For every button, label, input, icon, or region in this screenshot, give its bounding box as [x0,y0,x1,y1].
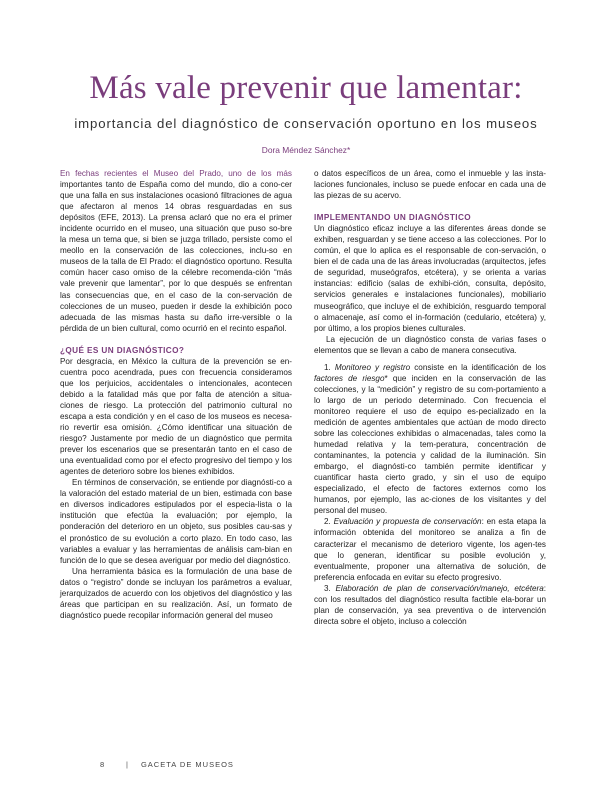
list-item-title: Elaboración de plan de conservación/manejo, etcétera [335,583,544,593]
intro-lead: En fechas recientes el Museo del Prado, uno de los más [60,169,292,178]
author-byline: Dora Méndez Sánchez* [261,145,351,155]
section-heading-what-is: ¿QUÉ ES UN DIAGNÓSTICO? [60,345,185,355]
list-item-title: Evaluación y propuesta de conservación [333,517,482,527]
footer-separator: | [126,760,129,769]
right-column [314,168,546,627]
publication-name: GACETA DE MUSEOS [140,760,234,769]
article-subtitle: importancia del diagnóstico de conservación oportuno en los museos [74,116,538,131]
list-item: 2. Evaluación y propuesta de conservación: en esta etapa la información obtenida del monitoreo se analiza a fin de caracterizar el mecanismo de deterioro vigente, los agen-tes que lo generan, identificar su posible evolución y, eventualmente, proponer una alternativa de solución, de preferencia enfocada en evitar su efecto progresivo. [314,517,547,582]
phase-list [314,362,546,627]
page-footer [100,760,234,769]
section1-paragraph-3: Una herramienta básica es la formulación de una base de datos o “registro” donde se incluyan los parámetros a evaluar, jerarquizados de acuerdo con los objetivos del diagnóstico y las áreas que participan en su realización. Así, un formato de diagnóstico puede recopilar información general del museo [60,566,292,620]
carryover-paragraph: o datos específicos de un área, como el inmueble y las insta-laciones funcionales, incluso se puede enfocar en cada una de las piezas de su acervo. [314,169,546,201]
section-heading-implementing: IMPLEMENTANDO UN DIAGNÓSTICO [314,213,472,223]
left-column [60,168,292,621]
section1-paragraph-1: Por desgracia, en México la cultura de la prevención se en-cuentra poco acendrada, pues con frecuencia consideramos que los perjuicios, accidentales o intencionales, acontecen debido a la fatalidad más que por falta de atención a situa-ciones de riesgo. La protección del patrimonio cultural no escapa a esta condición y en el caso de los museos es necesa-rio revertir esa omisión. ¿Cómo identificar una situación de riesgo? Justamente por medio de un diagnóstico que permita prever los escenarios que se presentarán tanto en el caso de una eventualidad como por el efecto progresivo del tiempo y los agentes de deterioro sobre los bienes exhibidos. [60,356,292,477]
list-item-title: Monitoreo y registro [334,362,411,372]
list-item: 3. Elaboración de plan de conservación/manejo, etcétera: con los resultados del diagnóstico resulta factible ela-borar un plan de conservación, ya sea preventiva o de intervención directa sobre el objeto, incluso a colección [314,583,546,626]
page-number: 8 [100,760,106,769]
section2-paragraph-1: Un diagnóstico eficaz incluye a las diferentes áreas donde se exhiben, resguardan y se tiene acceso a las colecciones. Por lo común, el que lo aplica es el responsable de con-servación, o bien el de cada una de las áreas involucradas (arquitectos, jefes de seguridad, museógrafos, etcétera), y se orienta a varias instancias: edificio (salas de exhibi-ción, consulta, depósito, servicios generales e instalaciones funcionales), mobiliario museográfico, que incluye el de exhibición, resguardo temporal o almacenaje, así como el in-formación (cedulario, etcétera) y, por último, a los propios bienes culturales. [314,224,546,333]
list-item: 1. Monitoreo y registro consiste en la identificación de los factores de riesgo* que inciden en la conservación de las colecciones, y la “medición” y registro de su com-portamiento a lo largo de un periodo determinado. Con frecuencia el monitoreo requiere el uso de equipo es-pecializado en la medición de agentes ambientales que actúan de modo directo sobre las colecciones exhibidas o almacenadas, tales como la humedad relativa y la tem-peratura, concentración de contaminantes, la potencia y calidad de la iluminación. Sin embargo, el diagnósti-co también permite identificar y cuantificar hasta cierto grado, y sin el uso de equipo especializado, el efecto de factores externos como los humanos, por ejemplo, las ac-ciones de los visitantes y del personal del museo. [314,362,546,516]
section2-paragraph-2: La ejecución de un diagnóstico consta de varias fases o elementos que se llevan a cabo de manera consecutiva. [314,334,546,355]
intro-paragraph [60,168,292,334]
article-title: Más vale prevenir que lamentar: [89,70,523,106]
intro-text: importantes tanto de España como del mundo, dio a cono-cer que una falla en sus instalaciones ocasionó filtraciones de agua que afectaron al menos 14 obras resguardadas en sus depósitos (EFE, 2013). La prensa aclaró que no era el primer incidente ocurrido en el museo, una situación que puso so-bre la mesa un tema que, si bien se juzga trillado, persiste como el meollo en la conservación de las colecciones, inclu-so en museos de la talla de El Prado: el diagnóstico oportuno. Resulta común hacer caso omiso de la célebre recomenda-ción “más vale prevenir que lamentar”, por lo que después se enfrentan las consecuencias que, en el caso de la con-servación de colecciones de un museo, pueden ir desde la exhibición poco adecuada de las mismas hasta su daño irre-versible o la pérdida de un bien cultural, como ocurrió en el recinto español. [60,180,292,333]
section1-paragraph-2: En términos de conservación, se entiende por diagnósti-co a la valoración del estado material de un bien, estimada con base en diversos indicadores estipulados por el especia-lista o la institución que efectúa la evaluación; por ejemplo, la ponderación del deterioro en un objeto, sus posibles cau-sas y el pronóstico de su evolución a corto plazo. En todo caso, las variables a evaluar y las herramientas de análisis cam-bian en función de lo que se desea averiguar por medio del diagnóstico. [60,478,292,565]
